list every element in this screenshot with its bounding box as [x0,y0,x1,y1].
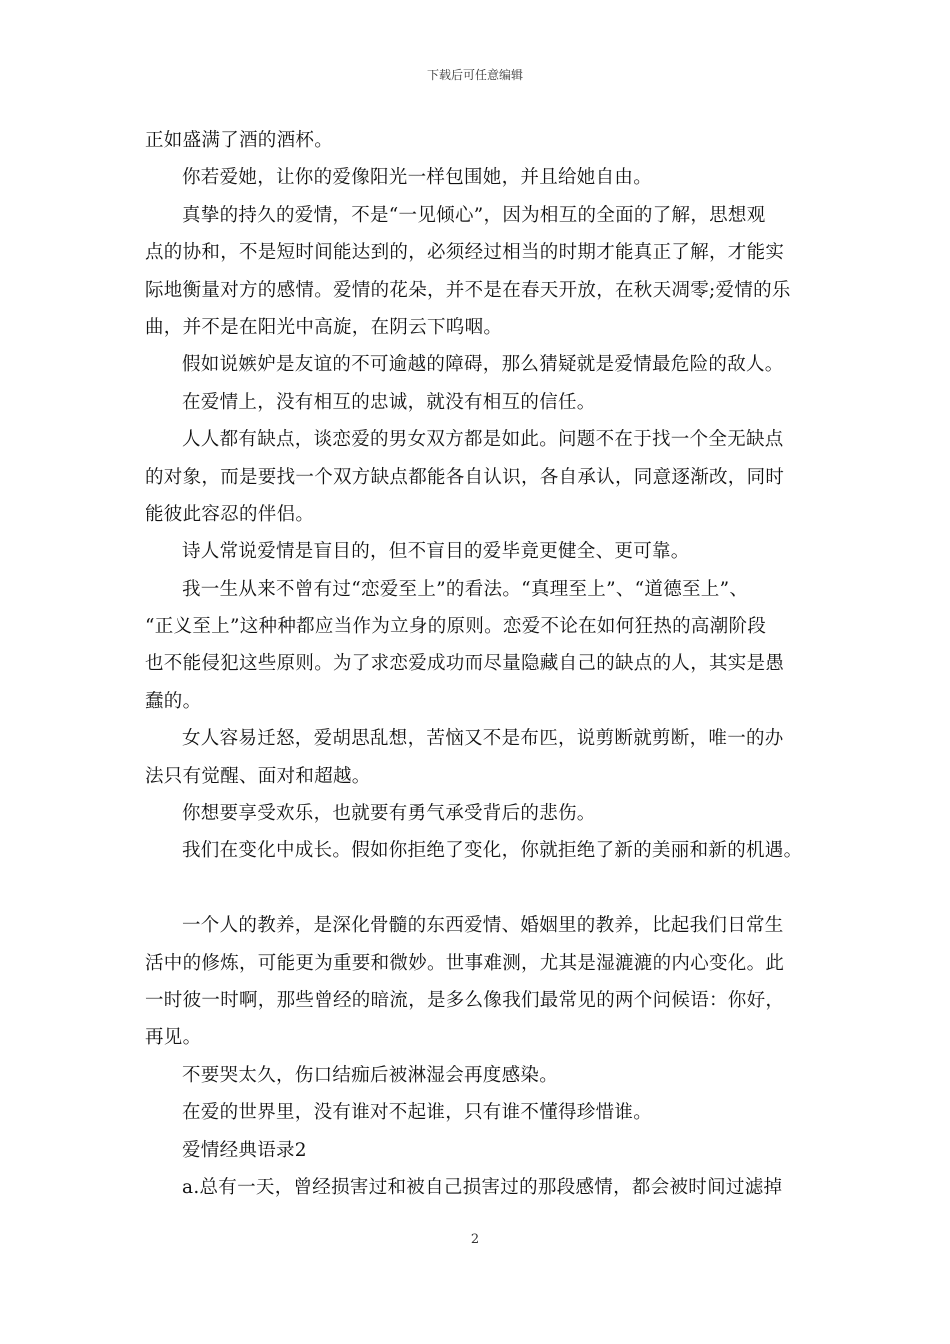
text-line: 不要哭太久，伤口结痂后被淋湿会再度感染。 [182,1064,559,1086]
text-line: 真挚的持久的爱情，不是“一见倾心”，因为相互的全面的了解，思想观 [182,204,766,226]
text-line: 蠢的。 [145,690,202,712]
text-line: 在爱的世界里，没有谁对不起谁，只有谁不懂得珍惜谁。 [182,1102,653,1124]
text-line: 一个人的教养，是深化骨髓的东西爱情、婚姻里的教养，比起我们日常生 [182,915,784,937]
text-line: 你若爱她，让你的爱像阳光一样包围她，并且给她自由。 [182,167,653,189]
text-line: a.总有一天，曾经损害过和被自己损害过的那段感情，都会被时间过滤掉 [182,1176,783,1198]
text-line: 再见。 [145,1027,202,1049]
document-body [145,122,813,1206]
text-line: 能彼此容忍的伴侣。 [145,503,315,525]
text-line: 女人容易迁怒，爱胡思乱想，苦恼又不是布匹，说剪断就剪断，唯一的办 [182,728,784,750]
text-line: “正义至上”这种种都应当作为立身的原则。恋爱不论在如何狂热的高潮阶段 [145,616,767,638]
text-line: 在爱情上，没有相互的忠诚，就没有相互的信任。 [182,391,596,413]
text-line: 法只有觉醒、面对和超越。 [145,765,371,787]
text-line: 爱情经典语录2 [182,1139,307,1161]
blank-line [145,870,813,907]
page-number: 2 [470,1232,480,1247]
page-header: 下载后可任意编辑 [426,68,523,82]
text-line: 的对象，而是要找一个双方缺点都能各自认识，各自承认，同意逐渐改，同时 [145,466,785,488]
text-line: 点的协和，不是短时间能达到的，必须经过相当的时期才能真正了解，才能实 [145,242,785,264]
text-line: 也不能侵犯这些原则。为了求恋爱成功而尽量隐藏自己的缺点的人，其实是愚 [145,653,785,675]
text-line: 假如说嫉妒是友谊的不可逾越的障碍，那么猜疑就是爱情最危险的敌人。 [182,354,784,376]
text-line: 你想要享受欢乐，也就要有勇气承受背后的悲伤。 [182,803,596,825]
text-line: 一时彼一时啊，那些曾经的暗流，是多么像我们最常见的两个问候语：你好， [145,989,785,1011]
text-line: 我们在变化中成长。假如你拒绝了变化，你就拒绝了新的美丽和新的机遇。 [182,840,803,862]
text-line: 际地衡量对方的感情。爱情的花朵，并不是在春天开放，在秋天凋零;爱情的乐 [145,279,791,301]
text-line: 正如盛满了酒的酒杯。 [145,130,334,151]
text-line: 人人都有缺点，谈恋爱的男女双方都是如此。问题不在于找一个全无缺点 [182,429,784,451]
text-line: 我一生从来不曾有过“恋爱至上”的看法。“真理至上”、“道德至上”、 [182,578,749,600]
text-line: 诗人常说爱情是盲目的，但不盲目的爱毕竟更健全、更可靠。 [182,541,690,563]
text-line: 曲，并不是在阳光中高旋，在阴云下呜咽。 [145,316,503,338]
text-line: 活中的修炼，可能更为重要和微妙。世事难测，尤其是湿漉漉的内心变化。此 [145,952,785,974]
